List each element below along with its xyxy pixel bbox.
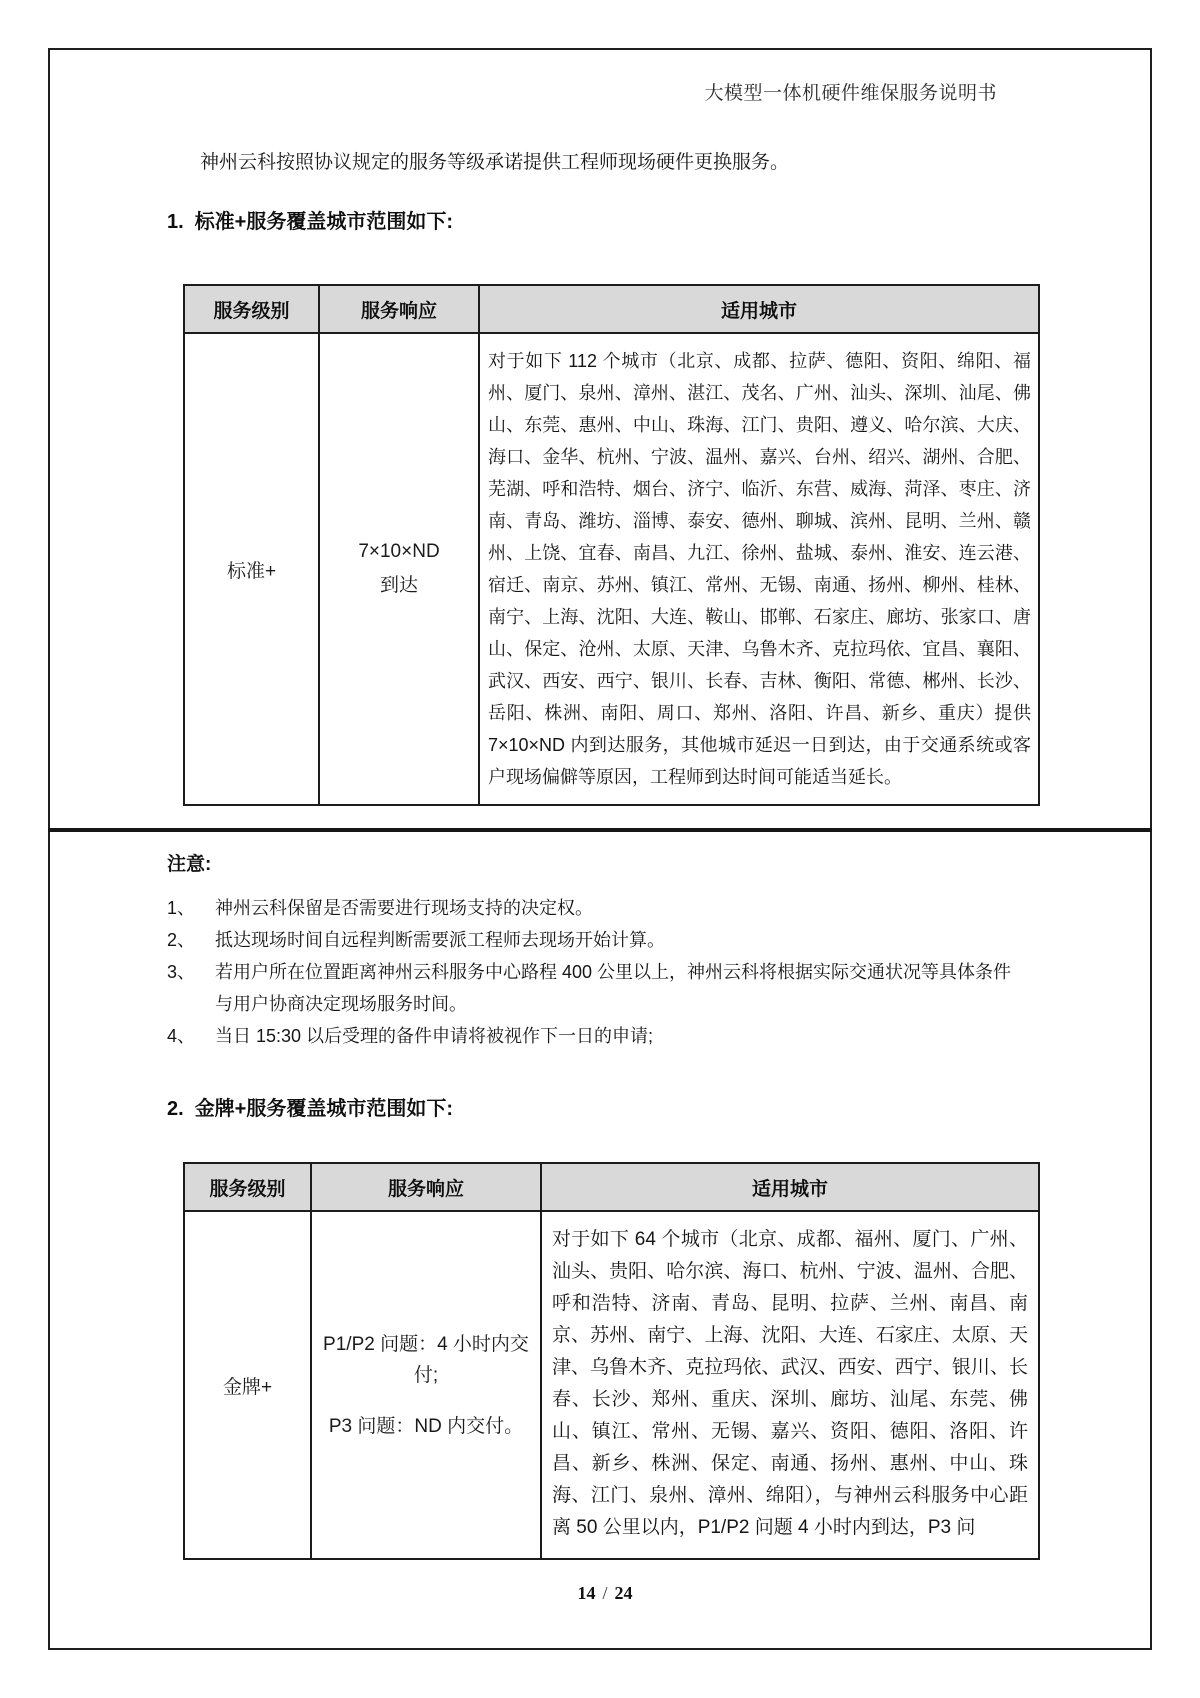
page-number-footer [0, 1583, 1200, 1604]
table-header-row [184, 285, 1039, 333]
response-spacer [312, 1391, 540, 1411]
note-item [167, 1020, 1032, 1052]
header-applicable-cities: 适用城市 [479, 285, 1039, 333]
note-text: 若用户所在位置距离神州云科服务中心路程 400 公里以上，神州云科将根据实际交通状况等具体条件与用户协商决定现场服务时间。 [215, 962, 1012, 1014]
response-line-1: P1/P2 问题：4 小时内交付; [323, 1333, 529, 1386]
header-service-response: 服务响应 [311, 1163, 541, 1211]
header-service-response: 服务响应 [319, 285, 479, 333]
header-service-level: 服务级别 [184, 1163, 311, 1211]
page-number-separator: / [602, 1583, 608, 1603]
note-text: 当日 15:30 以后受理的备件申请将被视作下一日的申请; [215, 1026, 654, 1046]
note-number: 1、 [167, 898, 196, 918]
service-level-cell: 标准+ [184, 333, 319, 805]
section-2-heading [167, 1092, 453, 1121]
note-number: 2、 [167, 930, 196, 950]
document-header-title: 大模型一体机硬件维保服务说明书 [704, 83, 997, 104]
section-1-number: 1. [167, 211, 184, 233]
note-number: 3、 [167, 962, 196, 982]
note-text: 神州云科保留是否需要进行现场支持的决定权。 [215, 898, 593, 918]
standard-service-table [183, 284, 1040, 806]
note-text: 抵达现场时间自远程判断需要派工程师去现场开始计算。 [215, 930, 665, 950]
service-response-cell [319, 333, 479, 805]
section-1-heading [167, 205, 453, 234]
header-applicable-cities: 适用城市 [541, 1163, 1039, 1211]
gold-service-table [183, 1162, 1040, 1560]
header-service-level: 服务级别 [184, 285, 319, 333]
section-1-title: 标准+服务覆盖城市范围如下: [194, 211, 454, 233]
notes-list [167, 892, 1032, 1052]
service-response-cell [311, 1211, 541, 1559]
table-header-row [184, 1163, 1039, 1211]
note-item [167, 956, 1032, 1020]
page-number-total: 24 [614, 1583, 633, 1603]
note-number: 4、 [167, 1026, 196, 1046]
service-level-cell: 金牌+ [184, 1211, 311, 1559]
response-line-1: 7×10×ND [358, 541, 440, 562]
intro-paragraph: 神州云科按照协议规定的服务等级承诺提供工程师现场硬件更换服务。 [200, 152, 790, 173]
notes-heading: 注意: [167, 854, 212, 875]
section-2-number: 2. [167, 1098, 184, 1120]
section-2-title: 金牌+服务覆盖城市范围如下: [194, 1098, 454, 1120]
page-number-current: 14 [577, 1583, 596, 1603]
response-line-2: P3 问题：ND 内交付。 [328, 1415, 524, 1437]
notes-divider-rule [48, 828, 1152, 832]
note-item [167, 924, 1032, 956]
applicable-cities-cell: 对于如下 112 个城市（北京、成都、拉萨、德阳、资阳、绵阳、福州、厦门、泉州、漳州、湛江、茂名、广州、汕头、深圳、汕尾、佛山、东莞、惠州、中山、珠海、江门、贵阳、遵义、哈尔滨、大庆、海口、金华、杭州、宁波、温州、嘉兴、台州、绍兴、湖州、合肥、芜湖、呼和浩特、烟台、济宁、临沂、东营、威海、菏泽、枣庄、济南、青岛、潍坊、淄博、泰安、德州、聊城、滨州、昆明、兰州、赣州、上饶、宜春、南昌、九江、徐州、盐城、泰州、淮安、连云港、宿迁、南京、苏州、镇江、常州、无锡、南通、扬州、柳州、桂林、南宁、上海、沈阳、大连、鞍山、邯郸、石家庄、廊坊、张家口、唐山、保定、沧州、太原、天津、乌鲁木齐、克拉玛依、宜昌、襄阳、武汉、西安、西宁、银川、长春、吉林、衡阳、常德、郴州、长沙、岳阳、株洲、南阳、周口、郑州、洛阳、许昌、新乡、重庆）提供 7×10×ND 内到达服务，其他城市延迟一日到达，由于交通系统或客户现场偏僻等原因，工程师到达时间可能适当延长。 [479, 333, 1039, 805]
table-row [184, 333, 1039, 805]
table-row [184, 1211, 1039, 1559]
response-line-2: 到达 [379, 575, 418, 596]
applicable-cities-cell: 对于如下 64 个城市（北京、成都、福州、厦门、广州、汕头、贵阳、哈尔滨、海口、杭州、宁波、温州、合肥、呼和浩特、济南、青岛、昆明、拉萨、兰州、南昌、南京、苏州、南宁、上海、沈阳、大连、石家庄、太原、天津、乌鲁木齐、克拉玛依、武汉、西安、西宁、银川、长春、长沙、郑州、重庆、深圳、廊坊、汕尾、东莞、佛山、镇江、常州、无锡、嘉兴、资阳、德阳、洛阳、许昌、新乡、株洲、保定、南通、扬州、惠州、中山、珠海、江门、泉州、漳州、绵阳），与神州云科服务中心距离 50 公里以内，P1/P2 问题 4 小时内到达，P3 问 [541, 1211, 1039, 1559]
note-item [167, 892, 1032, 924]
